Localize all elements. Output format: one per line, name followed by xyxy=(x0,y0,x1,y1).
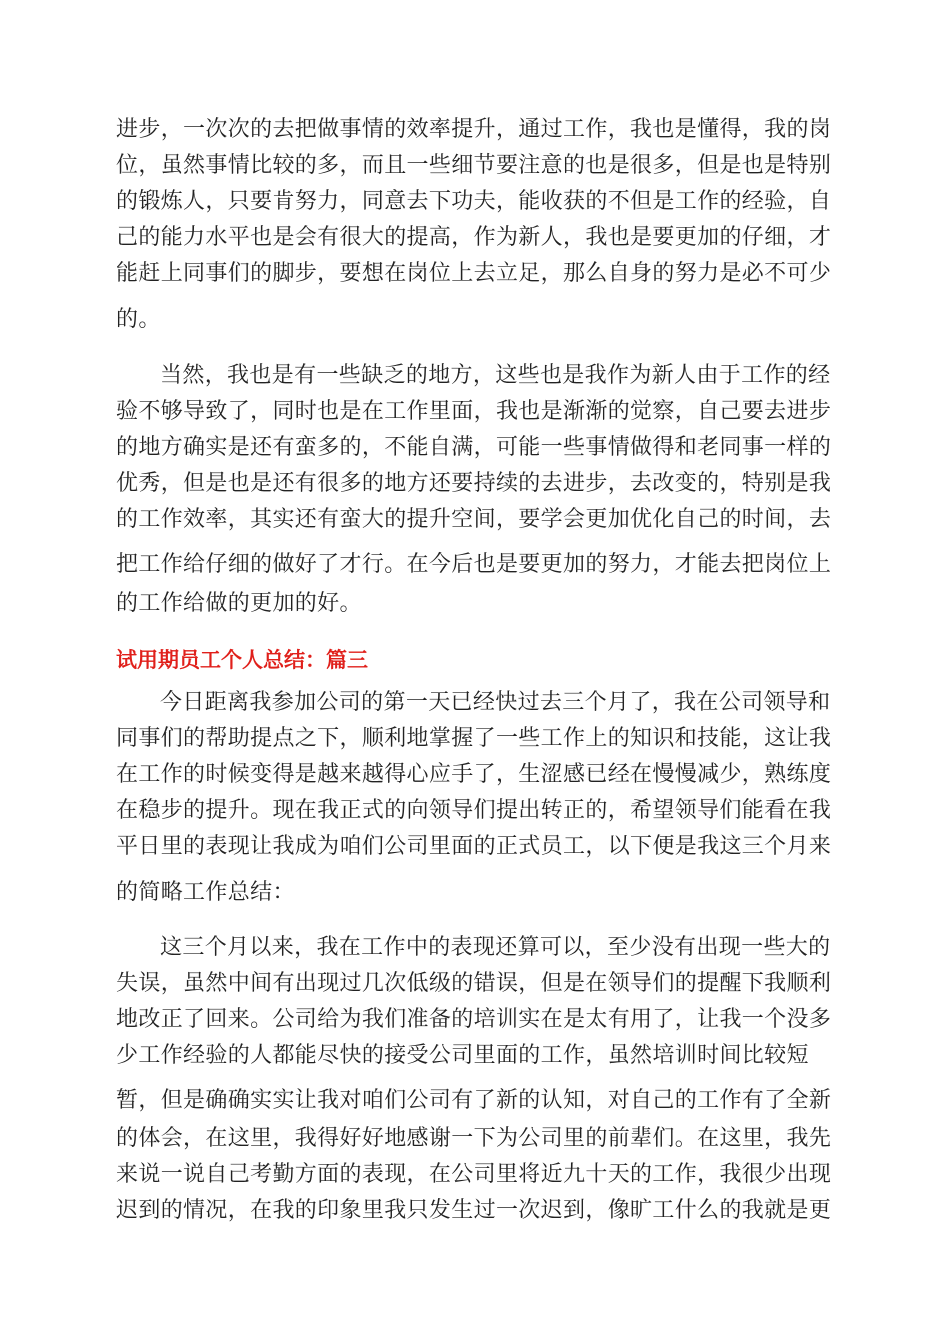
text-line: 迟到的情况，在我的印象里我只发生过一次迟到，像旷工什么的我就是更 xyxy=(116,1198,832,1223)
text-line: 今日距离我参加公司的第一天已经快过去三个月了，我在公司领导和 xyxy=(160,690,831,715)
text-line: 的体会，在这里，我得好好地感谢一下为公司里的前辈们。在这里，我先 xyxy=(116,1126,832,1151)
text-line: 失误，虽然中间有出现过几次低级的错误，但是在领导们的提醒下我顺利 xyxy=(116,971,832,996)
text-line: 在稳步的提升。现在我正式的向领导们提出转正的，希望领导们能看在我 xyxy=(116,798,832,823)
text-line: 的工作效率，其实还有蛮大的提升空间，要学会更加优化自己的时间，去 xyxy=(116,507,832,532)
text-line: 同事们的帮助提点之下，顺利地掌握了一些工作上的知识和技能，这让我 xyxy=(116,726,832,751)
text-line: 来说一说自己考勤方面的表现，在公司里将近九十天的工作，我很少出现 xyxy=(116,1162,832,1187)
text-line: 己的能力水平也是会有很大的提高，作为新人，我也是要更加的仔细，才 xyxy=(116,225,832,250)
text-line: 平日里的表现让我成为咱们公司里面的正式员工，以下便是我这三个月来 xyxy=(116,834,832,859)
text-line: 在工作的时候变得是越来越得心应手了，生涩感已经在慢慢减少，熟练度 xyxy=(116,762,832,787)
text-line: 当然，我也是有一些缺乏的地方，这些也是我作为新人由于工作的经 xyxy=(160,363,831,388)
text-line: 位，虽然事情比较的多，而且一些细节要注意的也是很多，但是也是特别 xyxy=(116,153,832,178)
text-line: 地改正了回来。公司给为我们准备的培训实在是太有用了，让我一个没多 xyxy=(116,1007,832,1032)
text-line: 的简略工作总结： xyxy=(116,880,295,905)
text-line: 的。 xyxy=(116,307,161,332)
text-line: 这三个月以来，我在工作中的表现还算可以，至少没有出现一些大的 xyxy=(160,935,831,960)
text-line: 能赶上同事们的脚步，要想在岗位上去立足，那么自身的努力是必不可少 xyxy=(116,261,832,286)
text-line: 的锻炼人，只要肯努力，同意去下功夫，能收获的不但是工作的经验，自 xyxy=(116,189,832,214)
text-line: 优秀，但是也是还有很多的地方还要持续的去进步，去改变的，特别是我 xyxy=(116,471,832,496)
text-line: 验不够导致了，同时也是在工作里面，我也是渐渐的觉察，自己要去进步 xyxy=(116,399,832,424)
section-heading: 试用期员工个人总结：篇三 xyxy=(116,648,368,672)
text-line: 把工作给仔细的做好了才行。在今后也是要更加的努力，才能去把岗位上 xyxy=(116,552,832,577)
text-line: 的地方确实是还有蛮多的，不能自满，可能一些事情做得和老同事一样的 xyxy=(116,435,832,460)
text-line: 进步，一次次的去把做事情的效率提升，通过工作，我也是懂得，我的岗 xyxy=(116,117,832,142)
text-line: 少工作经验的人都能尽快的接受公司里面的工作，虽然培训时间比较短 xyxy=(116,1043,809,1068)
text-line: 暂，但是确确实实让我对咱们公司有了新的认知，对自己的工作有了全新 xyxy=(116,1088,832,1113)
text-line: 的工作给做的更加的好。 xyxy=(116,591,362,616)
